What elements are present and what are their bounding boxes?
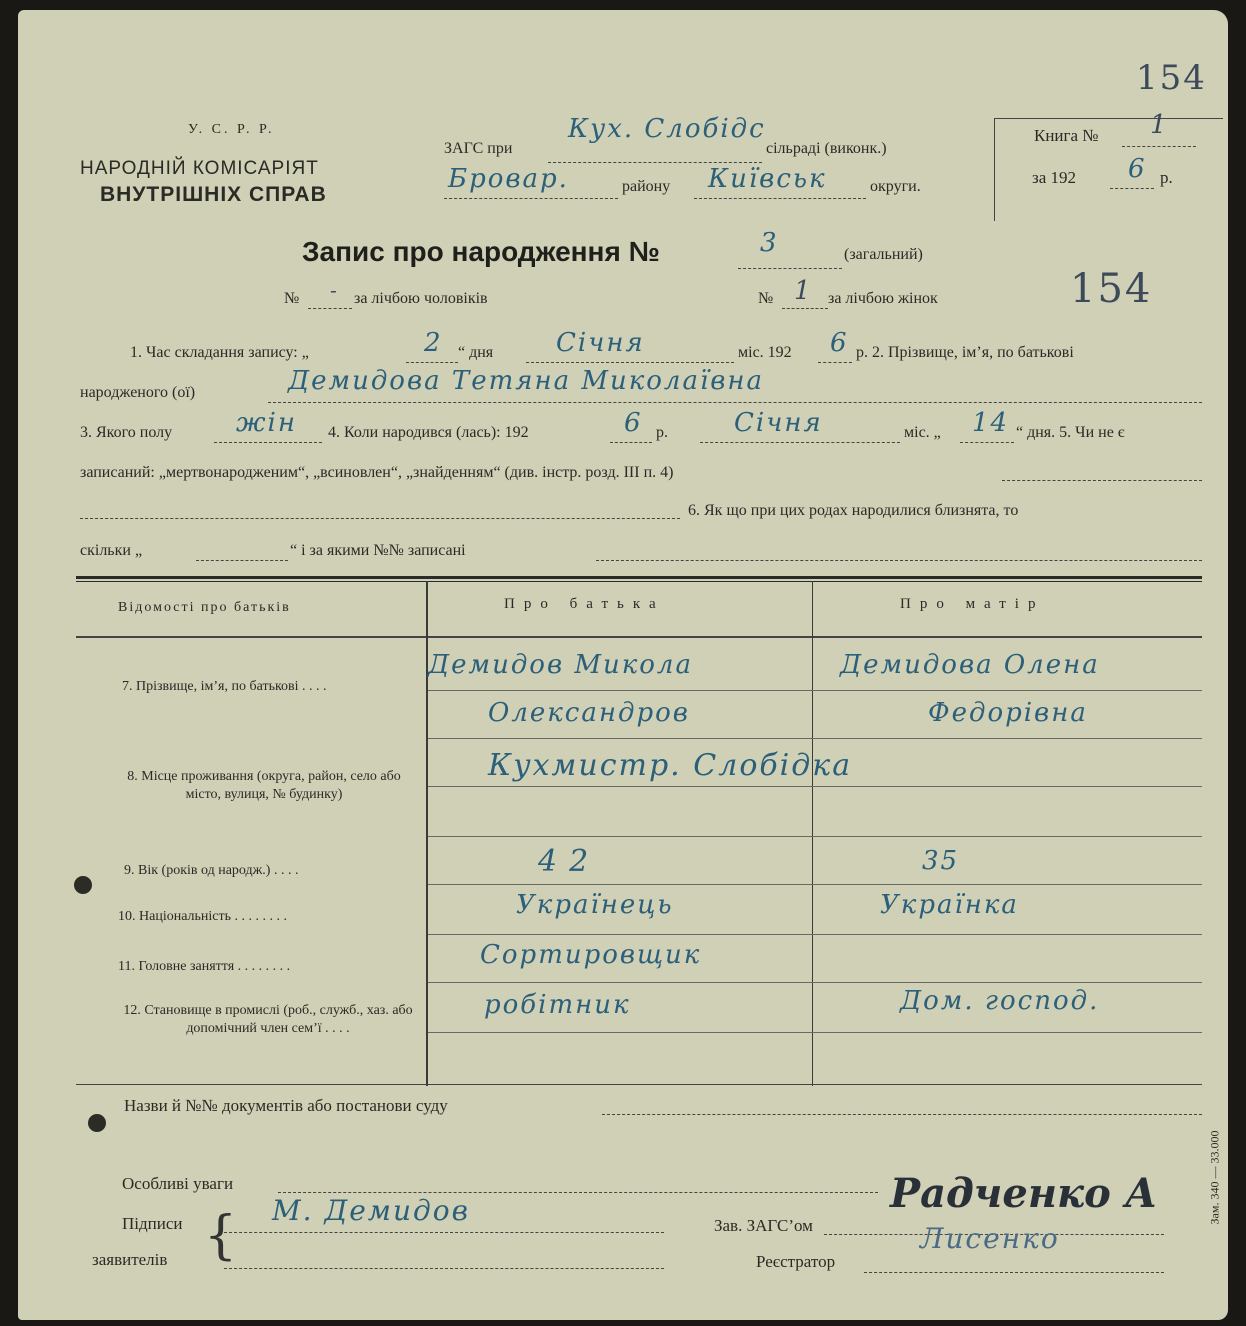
women-count-value: 1 bbox=[794, 276, 813, 306]
row-label-nationality: 10. Національність . . . . . . . . bbox=[118, 909, 288, 924]
mother-position: Дом. господ. bbox=[900, 986, 1100, 1016]
field5-line-b bbox=[80, 518, 680, 519]
signatures-label-1: Підписи bbox=[122, 1214, 183, 1233]
applicant-signature: М. Демидов bbox=[272, 1194, 470, 1227]
field4-day-suffix: “ дня. 5. Чи не є bbox=[1016, 424, 1125, 441]
book-box bbox=[994, 118, 1223, 221]
table-line bbox=[428, 1032, 1202, 1033]
mother-surname-name: Демидова Олена bbox=[840, 650, 1100, 680]
record-number-line bbox=[738, 268, 842, 269]
table-header-info: Відомості про батьків bbox=[118, 600, 291, 615]
brace-icon: { bbox=[204, 1206, 238, 1266]
field5-text: записаний: „мертвонародженим“, „всиновлен“, „знайденням“ (див. інстр. розд. III п. 4) bbox=[80, 464, 674, 481]
table-line bbox=[428, 738, 1202, 739]
field1-month: Січня bbox=[556, 328, 645, 358]
book-label: Книга № bbox=[1034, 126, 1099, 145]
table-line bbox=[428, 690, 1202, 691]
men-count-suffix: за лічбою чоловіків bbox=[354, 290, 488, 307]
table-line bbox=[428, 884, 1202, 885]
field2-line bbox=[268, 402, 1202, 403]
field1-year: 6 bbox=[830, 328, 849, 358]
row-label-age: 9. Вік (років од народж.) . . . . bbox=[124, 863, 299, 878]
page-number: 154 bbox=[1136, 58, 1207, 98]
zags-prefix: ЗАГС при bbox=[444, 140, 513, 157]
notes-line bbox=[278, 1192, 878, 1193]
documents-label: Назви й №№ документів або постанови суду bbox=[124, 1096, 448, 1115]
book-line bbox=[1122, 146, 1196, 147]
okrug-suffix: округи. bbox=[870, 178, 921, 195]
binder-hole bbox=[74, 876, 92, 894]
field1-month-suffix: міс. 192 bbox=[738, 344, 792, 361]
field6b-mid: “ і за якими №№ записані bbox=[290, 542, 466, 559]
binder-hole bbox=[88, 1114, 106, 1132]
field3-prefix: 3. Якого полу bbox=[80, 424, 173, 441]
field4-day-line bbox=[960, 442, 1014, 443]
field1-month-line bbox=[526, 362, 734, 363]
field6b-prefix: скільки „ bbox=[80, 542, 143, 559]
registrar-line bbox=[864, 1272, 1164, 1273]
mother-age: 35 bbox=[922, 846, 960, 876]
table-bottom-rule bbox=[76, 1084, 1202, 1085]
table-top-rule bbox=[76, 576, 1202, 579]
mother-nationality: Українка bbox=[880, 890, 1019, 920]
women-count-suffix: за лічбою жінок bbox=[828, 290, 938, 307]
field6b-line bbox=[596, 560, 1202, 561]
row-label-residence: 8. Місце проживання (округа, район, село або місто, вулиця, № будинку) bbox=[127, 769, 401, 802]
signatures-label-2: заявителів bbox=[92, 1250, 168, 1269]
field5-line-a bbox=[1002, 480, 1202, 481]
district-suffix: району bbox=[622, 178, 671, 195]
field1-year-suffix: р. 2. Прізвище, ім’я, по батькові bbox=[856, 344, 1074, 361]
field1-day: 2 bbox=[424, 328, 443, 358]
field4-day: 14 bbox=[972, 408, 1010, 438]
department-label: ВНУТРІШНІХ СПРАВ bbox=[100, 183, 327, 206]
field4-month: Січня bbox=[734, 408, 823, 438]
margin-number: 154 bbox=[1070, 266, 1153, 312]
row-label-name: 7. Прізвище, ім’я, по батькові . . . . bbox=[122, 679, 327, 694]
child-name: Демидова Тетяна Миколаївна bbox=[288, 366, 765, 396]
field4-year-suffix: р. bbox=[656, 424, 668, 441]
mother-patronymic: Федорівна bbox=[928, 698, 1088, 728]
father-nationality: Українець bbox=[516, 890, 674, 920]
table-line bbox=[428, 982, 1202, 983]
field6b-count-line bbox=[196, 560, 288, 561]
year-prefix: за 192 bbox=[1032, 168, 1077, 187]
republic-label: У. С. Р. Р. bbox=[188, 122, 275, 137]
district-value: Бровар. bbox=[448, 164, 569, 194]
field4-prefix: 4. Коли народився (лась): 192 bbox=[328, 424, 529, 441]
father-surname-name: Демидов Микола bbox=[428, 650, 693, 680]
table-line bbox=[428, 836, 1202, 837]
notes-label: Особливі уваги bbox=[122, 1174, 234, 1193]
column-divider-2 bbox=[812, 581, 813, 1086]
father-position: робітник bbox=[484, 990, 631, 1020]
council-suffix: сільраді (виконк.) bbox=[766, 140, 887, 157]
head-signature: Радченко А bbox=[890, 1170, 1158, 1217]
table-line bbox=[428, 786, 1202, 787]
documents-line bbox=[602, 1114, 1202, 1115]
okrug-value: Київськ bbox=[708, 164, 827, 194]
field1-prefix: 1. Час складання запису: „ bbox=[130, 344, 309, 361]
register-page bbox=[18, 10, 1228, 1320]
field1-year-line bbox=[818, 362, 852, 363]
commissariat-label: НАРОДНІЙ КОМІСАРІЯТ bbox=[80, 158, 319, 179]
field4-month-suffix: міс. „ bbox=[904, 424, 941, 441]
year-line bbox=[1110, 188, 1154, 189]
field4-year: 6 bbox=[624, 408, 643, 438]
father-occupation: Сортировщик bbox=[480, 940, 702, 970]
record-number: 3 bbox=[760, 228, 779, 258]
title-suffix: (загальний) bbox=[844, 246, 923, 263]
applicant-line-2 bbox=[224, 1268, 664, 1269]
table-header-mother: Про матір bbox=[900, 596, 1045, 612]
registrar-signature: Лисенко bbox=[920, 1222, 1060, 1255]
father-residence: Кухмистр. Слобідка bbox=[488, 748, 853, 783]
book-value: 1 bbox=[1150, 110, 1169, 140]
book-year-value: 6 bbox=[1128, 154, 1147, 184]
registrar-label: Реєстратор bbox=[756, 1252, 836, 1271]
okrug-line bbox=[694, 198, 866, 199]
table-top-rule-2 bbox=[76, 581, 1202, 582]
women-count-line bbox=[782, 308, 828, 309]
table-header-father: Про батька bbox=[504, 596, 665, 612]
women-count-prefix: № bbox=[758, 290, 774, 307]
field6-text: 6. Як що при цих родах народилися близнята, то bbox=[688, 502, 1019, 519]
men-count-prefix: № bbox=[284, 290, 300, 307]
field4-year-line bbox=[610, 442, 652, 443]
men-count-value: - bbox=[330, 278, 339, 302]
field3-line bbox=[214, 442, 322, 443]
council-value: Кух. Слобідс bbox=[568, 114, 766, 144]
page-title: Запис про народження № bbox=[302, 236, 660, 267]
father-age: 42 bbox=[538, 844, 601, 879]
field2-prefix: народженого (ої) bbox=[80, 384, 196, 401]
table-line bbox=[428, 934, 1202, 935]
row-label-occupation: 11. Головне заняття . . . . . . . . bbox=[118, 959, 291, 974]
row-label-position: 12. Становище в промислі (роб., служб., хаз. або допомічний член сем’ї . . . . bbox=[123, 1003, 413, 1036]
applicant-line-1 bbox=[224, 1232, 664, 1233]
field4-month-line bbox=[700, 442, 900, 443]
father-patronymic: Олександров bbox=[488, 698, 690, 728]
side-print: Зам. 340 — 33.000 bbox=[1207, 1130, 1222, 1225]
men-count-line bbox=[308, 308, 352, 309]
field1-day-suffix: “ дня bbox=[458, 344, 494, 361]
district-line bbox=[444, 198, 618, 199]
child-sex: жін bbox=[236, 408, 297, 438]
field1-day-line bbox=[406, 362, 458, 363]
council-line bbox=[548, 162, 762, 163]
head-label: Зав. ЗАГС’ом bbox=[714, 1216, 813, 1235]
year-suffix: р. bbox=[1160, 168, 1173, 187]
table-header-rule bbox=[76, 636, 1202, 638]
